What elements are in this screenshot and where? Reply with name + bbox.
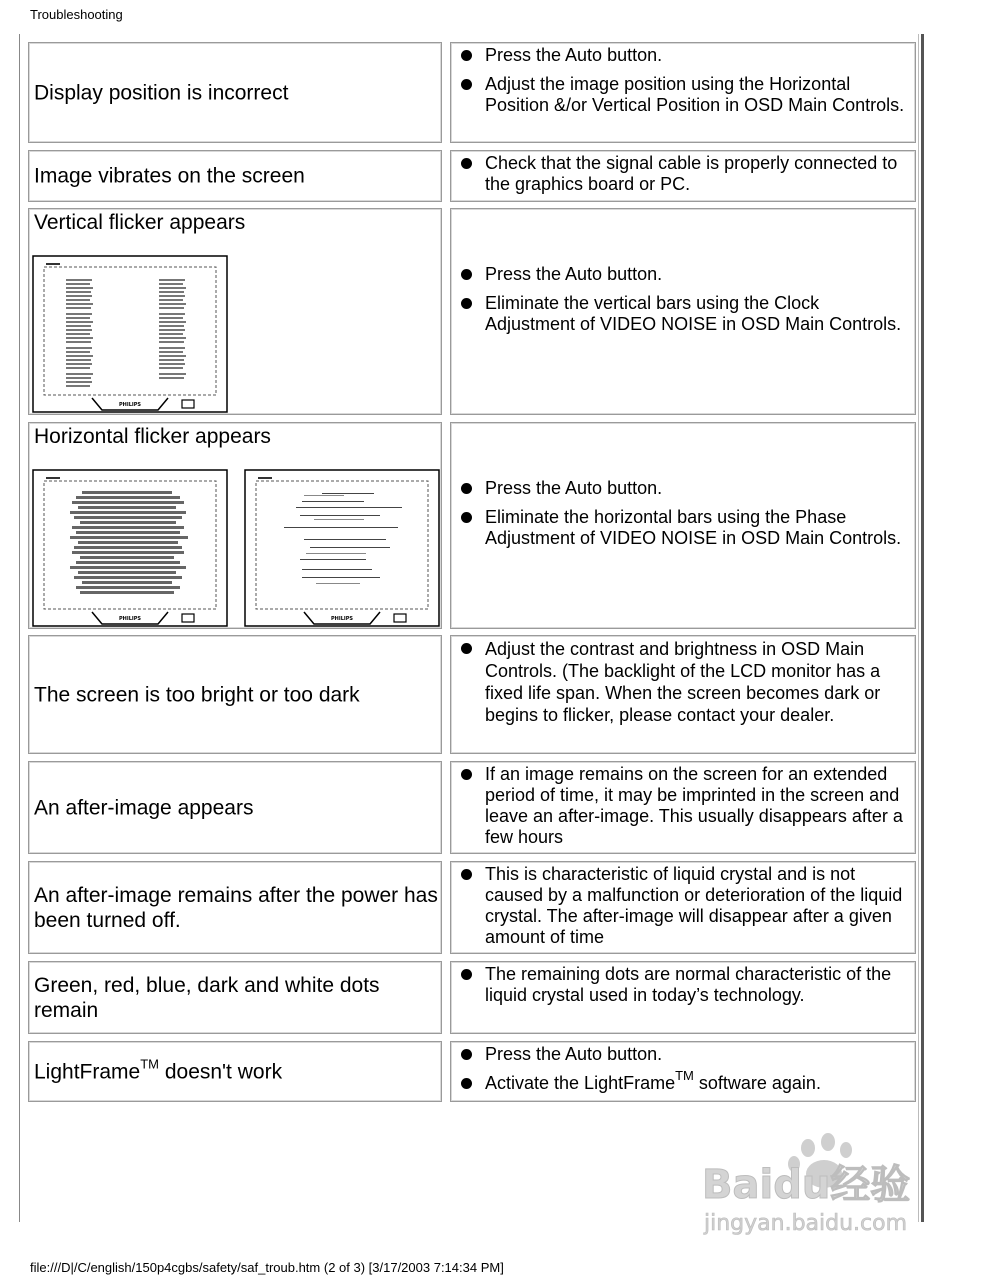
problem-text: Image vibrates on the screen	[34, 164, 305, 188]
problem-text: The screen is too bright or too dark	[34, 683, 360, 706]
frame-right-border	[921, 34, 924, 1222]
problem-cell	[28, 635, 442, 754]
problem-cell	[28, 150, 442, 202]
solution-list	[485, 264, 911, 335]
solution-cell	[450, 761, 916, 854]
solution-cell	[450, 422, 916, 629]
solution-list	[485, 964, 911, 1006]
problem-text: An after-image remains after the power has been turned off.	[34, 883, 438, 932]
frame-left-border	[19, 34, 20, 1222]
problem-cell	[28, 422, 442, 629]
solution-cell	[450, 150, 916, 202]
solution-item: Eliminate the horizontal bars using the Phase Adjustment of VIDEO NOISE in OSD Main Controls.	[485, 507, 911, 549]
problem-cell	[28, 761, 442, 854]
solution-list	[485, 764, 911, 848]
solution-item: Adjust the image position using the Horizontal Position &/or Vertical Position in OSD Main Controls.	[485, 74, 911, 116]
solution-list	[485, 478, 911, 549]
solution-cell	[450, 861, 916, 954]
solution-item: Press the Auto button.	[485, 478, 911, 499]
solution-item: Press the Auto button.	[485, 264, 911, 285]
horizontal-flicker-monitor-image-1	[32, 469, 228, 627]
solution-item: This is characteristic of liquid crystal and is not caused by a malfunction or deterioration of the liquid crystal. The after-image will disappear after a given amount of time	[485, 864, 911, 948]
solution-cell	[450, 42, 916, 143]
solution-list	[485, 45, 911, 116]
page-header: Troubleshooting	[30, 7, 123, 22]
problem-text-suffix: doesn't work	[159, 1060, 283, 1083]
monitor-brand-label: PHILIPS	[118, 402, 142, 408]
solution-text-suffix: software again.	[693, 1073, 821, 1093]
solution-list	[485, 153, 911, 195]
problem-text: Horizontal flicker appears	[34, 425, 271, 448]
problem-text-main: LightFrame	[34, 1060, 141, 1083]
solution-item: Eliminate the vertical bars using the Clock Adjustment of VIDEO NOISE in OSD Main Controls.	[485, 293, 911, 335]
solution-item: The remaining dots are normal characteristic of the liquid crystal used in today’s technology.	[485, 964, 911, 1006]
solution-item: If an image remains on the screen for an extended period of time, it may be imprinted in the screen and leave an after-image. This usually disappears after a few hours	[485, 764, 911, 848]
problem-text: Vertical flicker appears	[34, 211, 246, 234]
problem-cell	[28, 42, 442, 143]
solution-cell	[450, 961, 916, 1034]
frame-right-border-inner	[918, 34, 919, 1222]
solution-item	[485, 1068, 911, 1094]
watermark-url: jingyan.baidu.com	[704, 1211, 908, 1236]
solution-list	[485, 864, 911, 948]
problem-cell	[28, 1041, 442, 1102]
solution-cell	[450, 208, 916, 415]
solution-text-main: Activate the LightFrame	[485, 1073, 676, 1093]
problem-cell	[28, 208, 442, 415]
problem-text: An after-image appears	[34, 796, 254, 819]
trademark-sup: TM	[140, 1056, 159, 1071]
problem-text: Display position is incorrect	[34, 81, 289, 104]
vertical-flicker-monitor-image	[32, 255, 228, 413]
horizontal-flicker-monitor-image-2	[244, 469, 440, 627]
solution-item: Press the Auto button.	[485, 45, 911, 66]
solution-item: Press the Auto button.	[485, 1044, 911, 1065]
baidu-watermark	[700, 1130, 930, 1250]
watermark-brand: Baidu经验	[702, 1162, 911, 1208]
monitor-brand-label: PHILIPS	[330, 616, 354, 622]
monitor-brand-label: PHILIPS	[118, 616, 142, 622]
page-footer: file:///D|/C/english/150p4cgbs/safety/saf_troub.htm (2 of 3) [3/17/2003 7:14:34 PM]	[30, 1260, 504, 1275]
trademark-sup: TM	[675, 1068, 694, 1083]
solution-item: Adjust the contrast and brightness in OSD Main Controls. (The backlight of the LCD monitor has a fixed life span. When the screen becomes dark or begins to flicker, please contact your dealer.	[485, 638, 911, 726]
solution-cell	[450, 1041, 916, 1102]
solution-list	[485, 638, 911, 726]
problem-text	[34, 1056, 283, 1084]
problem-cell	[28, 961, 442, 1034]
solution-list	[485, 1044, 911, 1094]
problem-text: Green, red, blue, dark and white dots remain	[34, 973, 380, 1022]
solution-cell	[450, 635, 916, 754]
problem-cell	[28, 861, 442, 954]
solution-item: Check that the signal cable is properly connected to the graphics board or PC.	[485, 153, 911, 195]
